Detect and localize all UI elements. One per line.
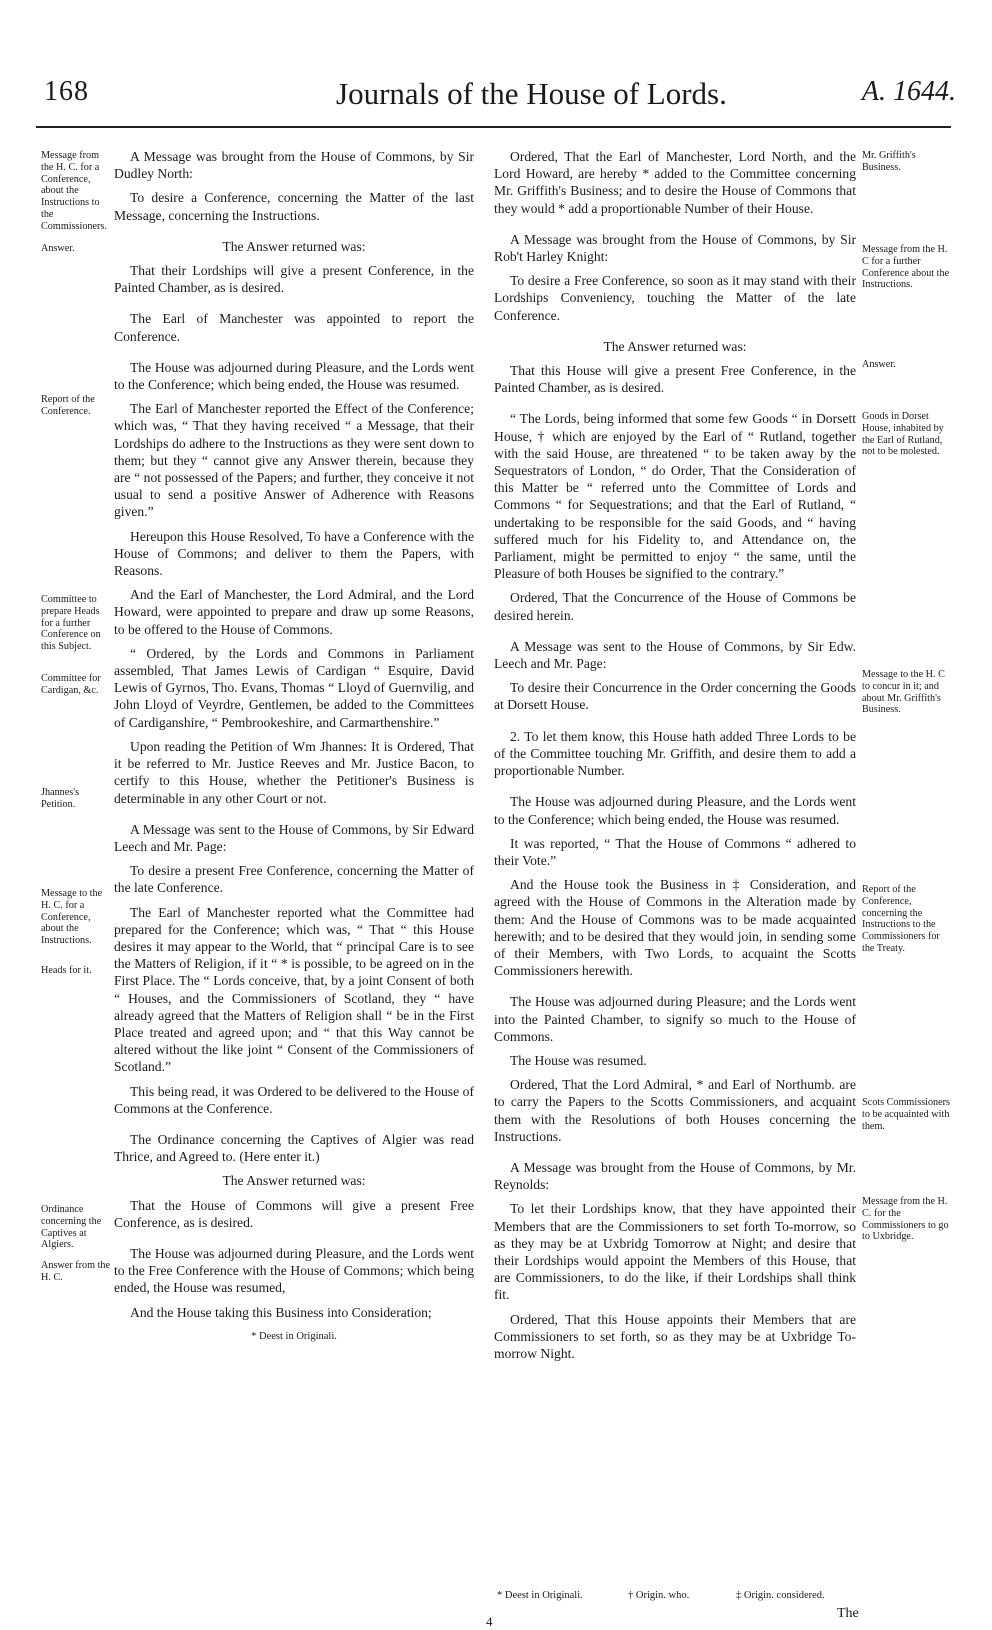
paragraph: Ordered, That this House appoints their Members that are Commissioners to set forth, so as they may be at Uxbridge To-morrow Night. [494, 1311, 856, 1361]
paragraph: It was reported, “ That the House of Commons “ adhered to their Vote.” [494, 835, 856, 868]
footnote: * Deest in Originali. [251, 1330, 337, 1342]
paragraph: The Answer returned was: [603, 338, 747, 354]
left-margin-note: Message to the H. C. for a Conference, about the Instructions. [41, 888, 103, 947]
paragraph: The House was adjourned during Pleasure; and the Lords went into the Painted Chamber, to signify so much to the House of Commons. [494, 994, 856, 1044]
right-margin-note: Message from the H. C for a further Conference about the Instructions. [862, 244, 950, 291]
paragraph: A Message was sent to the House of Commons, by Sir Edw. Leech and Mr. Page: [494, 638, 856, 672]
paragraph: Upon reading the Petition of Wm Jhannes: It is Ordered, That it be referred to Mr. Justice Reeves and Mr. Justice Bacon, to certify to this House, whether the Petitioner's Business is determinable in any other Court or not. [114, 738, 474, 806]
paragraph: The House was adjourned during Pleasure, and the Lords went to the Free Conference with the House of Commons; which being ended, the House was resumed, [114, 1245, 474, 1296]
running-title: Journals of the House of Lords. [336, 76, 727, 111]
page-number: 168 [44, 76, 89, 107]
right-margin-note: Report of the Conference, concerning the Instructions to the Commissioners for the Treaty. [862, 884, 940, 954]
paragraph: The House was adjourned during Pleasure, and the Lords went to the Conference; which being ended, the House was resumed. [494, 794, 856, 827]
signature-mark: 4 [486, 1614, 493, 1629]
paragraph: “ The Lords, being informed that some few Goods “ in Dorsett House, † which are enjoyed by the Earl of “ Rutland, together with the said House, are threatened “ to be taken away by the Sequestrators of London, “ do Order, That the Consideration of this Matter be “ referred unto the Committee of Lords and Commons “ for Sequestrations; and that the Earl of Rutland, “ undertaking to be responsible for the said Goods, and “ having suffered much for his Fidelity to, and Attendance on, the Parliament, might be permitted to enjoy “ the same, until the Pleasure of both Houses be signified to the contrary.” [494, 411, 856, 582]
left-margin-note: Heads for it. [41, 965, 92, 976]
footnote: † Origin. who. [628, 1590, 690, 1601]
paragraph: Ordered, That the Concurrence of the House of Commons be desired herein. [494, 590, 856, 623]
left-margin-note: Report of the Conference. [41, 394, 95, 417]
paragraph: And the House took the Business in ‡ Consideration, and agreed with the House of Commons in the Alteration made by them: And the House of Commons was to be made acquainted herewith; and to be desired that they would join, in sending some of their Members, with Two Lords, to acquaint the Scotts Commissioners herewith. [494, 877, 856, 979]
right-margin-note: Goods in Dorset House, inhabited by the Earl of Rutland, not to be molested. [862, 411, 944, 458]
paragraph: To desire their Concurrence in the Order concerning the Goods at Dorsett House. [494, 680, 856, 713]
paragraph: And the Earl of Manchester, the Lord Admiral, and the Lord Howard, were appointed to prepare and draw up some Reasons, to be offered to the House of Commons. [114, 587, 474, 637]
paragraph: The Earl of Manchester was appointed to report the Conference. [114, 311, 474, 344]
right-margin-note: Answer. [862, 359, 896, 370]
paragraph: The House was adjourned during Pleasure, and the Lords went to the Conference; which being ended, the House was resumed. [114, 359, 474, 393]
paragraph: That the House of Commons will give a present Free Conference, as is desired. [114, 1197, 474, 1230]
paragraph: “ Ordered, by the Lords and Commons in Parliament assembled, That James Lewis of Cardigan “ Esquire, David Lewis of Gyrnos, Tho. Evans, Thomas “ Lloyd of Guernvilig, and John Lloyd of Veyrdre, Gentlemen, be added to the Committees of Cardiganshire, “ Pembrookeshire, and Carmarthenshire.” [114, 645, 474, 730]
paragraph: The Answer returned was: [222, 1173, 366, 1189]
paragraph: This being read, it was Ordered to be delivered to the House of Commons at the Conference. [114, 1083, 474, 1116]
header-rule [36, 126, 951, 128]
footnote: ‡ Origin. considered. [736, 1590, 825, 1601]
left-column [114, 148, 474, 1352]
paragraph: A Message was brought from the House of Commons, by Sir Dudley North: [114, 149, 474, 182]
left-margin-note: Message from the H. C. for a Conference, about the Instructions to the Commissioners. [41, 150, 107, 232]
paragraph: A Message was brought from the House of Commons, by Mr. Reynolds: [494, 1159, 856, 1193]
right-column [494, 148, 856, 1369]
paragraph: And the House taking this Business into Consideration; [130, 1304, 432, 1320]
right-margin-note: Message to the H. C to concur in it; and about Mr. Griffith's Business. [862, 669, 945, 716]
left-margin-note: Committee for Cardigan, &c. [41, 673, 101, 696]
paragraph: To desire a Free Conference, so soon as it may stand with their Lordships Conveniency, touching the Matter of the late Conference. [494, 273, 856, 323]
paragraph: A Message was brought from the House of Commons, by Sir Rob't Harley Knight: [494, 231, 856, 265]
paragraph: The Ordinance concerning the Captives of Algier was read Thrice, and Agreed to. (Here enter it.) [114, 1131, 474, 1165]
paragraph: That this House will give a present Free Conference, in the Painted Chamber, as is desired. [494, 363, 856, 396]
year-heading: A. 1644. [861, 76, 956, 107]
paragraph: The Answer returned was: [222, 238, 366, 254]
paragraph: The House was resumed. [510, 1052, 647, 1068]
paragraph: To desire a present Free Conference, concerning the Matter of the late Conference. [114, 863, 474, 896]
right-margin-note: Mr. Griffith's Business. [862, 150, 916, 173]
paragraph: That their Lordships will give a present Conference, in the Painted Chamber, as is desired. [114, 263, 474, 296]
page-header [36, 76, 956, 126]
left-margin-note: Answer. [41, 243, 75, 254]
paragraph: 2. To let them know, this House hath added Three Lords to be of the Committee touching Mr. Griffith, and desire them to add a proportionable Number. [494, 728, 856, 779]
paragraph: To desire a Conference, concerning the Matter of the last Message, concerning the Instructions. [114, 190, 474, 223]
left-margin-note: Committee to prepare Heads for a further Conference on this Subject. [41, 594, 101, 653]
paragraph: To let their Lordships know, that they have appointed their Members that are the Commissioners to set forth To-morrow, so as they may be at Uxbridg Tomorrow at Night; and desire that their Lordships would appoint the Members of this House, that are Commissioners, to do the like, if their Lordships shall think fit. [494, 1201, 856, 1303]
left-margin-note: Answer from the H. C. [41, 1260, 111, 1283]
paragraph: The Earl of Manchester reported what the Committee had prepared for the Conference; which was, “ That “ this House desires it may appear to the World, that “ principal Care is to see the Matters of Religion, if it “ * is possible, to be agreed on in the First Place. The “ Lords conceive, that, by a joint Consent of both “ Houses, and the Commissioners of Scotland, they “ have already agreed that the Matters of Religion shall “ be in the First Place treated and agreed upon; and “ that this Way cannot be altered without the like joint “ Consent of the Commissioners of Scotland.” [114, 904, 474, 1075]
paragraph: Ordered, That the Earl of Manchester, Lord North, and the Lord Howard, are hereby * added to the Committee concerning Mr. Griffith's Business; and to desire the House of Commons that they would * add a proportionable Number of their House. [494, 149, 856, 216]
paragraph: Hereupon this House Resolved, To have a Conference with the House of Commons; and deliver to them the Papers, with Reasons. [114, 528, 474, 579]
left-margin-note: Ordinance concerning the Captives at Algiers. [41, 1204, 102, 1251]
left-margin-note: Jhannes's Petition. [41, 787, 80, 810]
paragraph: Ordered, That the Lord Admiral, * and Earl of Northumb. are to carry the Papers to the Scotts Commissioners, and acquaint them with the Resolutions of both Houses concerning the Instructions. [494, 1077, 856, 1144]
footnote: * Deest in Originali. [497, 1590, 583, 1601]
paragraph: The Earl of Manchester reported the Effect of the Conference; which was, “ That they having received “ a Message, that their Lordships do adhere to the Instructions as they were sent down to them; but they “ cannot give any Answer therein, because they are “ not possessed of the Papers; and further, they conceive it not usual to send a positive Answer of Adherence with Reasons given.” [114, 401, 474, 520]
catchword: The [837, 1606, 859, 1621]
right-margin-note: Scots Commissioners to be acquainted with them. [862, 1097, 951, 1132]
right-margin-note: Message from the H. C. for the Commissioners to go to Uxbridge. [862, 1196, 949, 1243]
paragraph: A Message was sent to the House of Commons, by Sir Edward Leech and Mr. Page: [114, 821, 474, 854]
